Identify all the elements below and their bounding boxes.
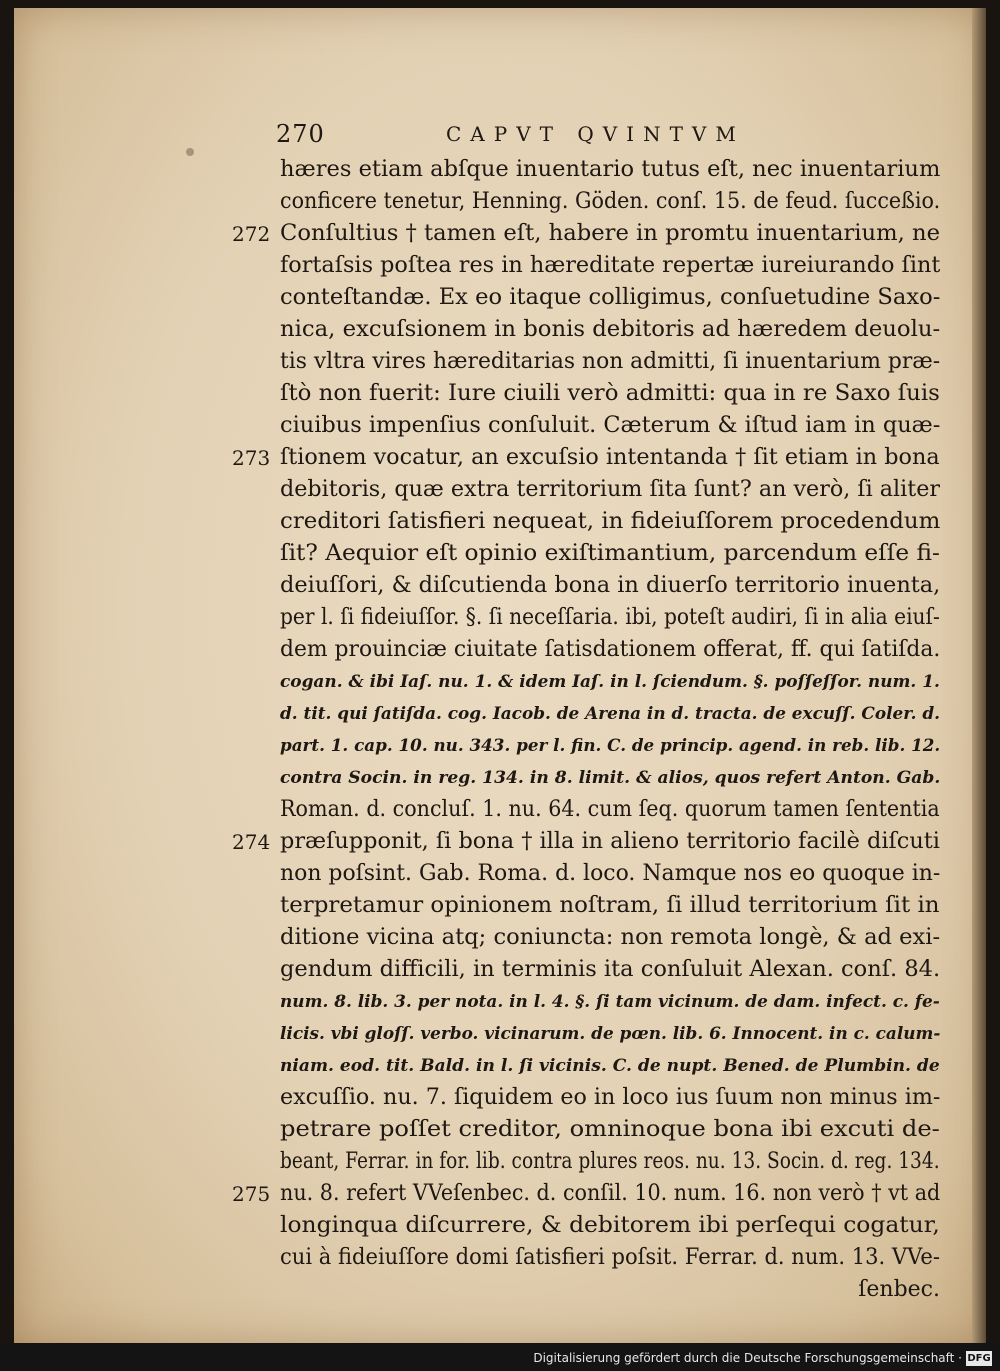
text-line — [280, 346, 940, 378]
text-line — [280, 666, 940, 698]
line-text: longinqua diſcurrere, & debitorem ibi perſequi cogatur, — [280, 1213, 940, 1238]
line-text: ciuibus impenſius conſuluit. Cæterum & iſtud iam in quæ- — [280, 413, 941, 438]
line-text: nica, excuſsionem in bonis debitoris ad hæredem deuolu- — [280, 317, 941, 342]
line-text: Roman. d. concluſ. 1. nu. 64. cum ſeq. quorum tamen ſententia — [280, 797, 940, 822]
line-text: ſtionem vocatur, an excuſsio intentanda † ſit etiam in bona — [280, 445, 940, 470]
line-text: excuſſio. nu. 7. ſiquidem eo in loco ius ſuum non minus im- — [280, 1085, 941, 1110]
text-line — [280, 1114, 940, 1146]
text-line — [280, 602, 940, 634]
line-text: non poſsint. Gab. Roma. d. loco. Namque nos eo quoque in- — [280, 861, 941, 886]
marginal-note-number: 274 — [232, 830, 271, 854]
line-text: ditione vicina atq; coniuncta: non remota longè, & ad exi- — [280, 925, 941, 950]
line-text: per l. ſi fideiuſſor. §. ſi neceſſaria. ibi, poteſt audiri, ſi in alia eiuſ- — [280, 605, 940, 630]
text-line — [280, 858, 940, 890]
line-text: hæres etiam abſque inuentario tutus eſt, nec inuentarium — [280, 157, 941, 182]
line-text: conteſtandæ. Ex eo itaque colligimus, conſuetudine Saxo- — [280, 285, 941, 310]
line-text: Conſultius † tamen eſt, habere in promtu inuentarium, ne — [280, 221, 940, 246]
line-text: petrare poſſet creditor, omninoque bona ibi excuti de- — [280, 1117, 940, 1142]
line-text: debitoris, quæ extra territorium ſita ſunt? an verò, ſi aliter — [280, 477, 940, 502]
line-text: licis. vbi gloſſ. verbo. vicinarum. de pœn. lib. 6. Innocent. in c. calum- — [280, 1024, 941, 1044]
marginal-note-number: 273 — [232, 446, 271, 470]
line-text: fortaſsis poſtea res in hæreditate repertæ iureiurando ſint — [280, 253, 941, 278]
line-text: conficere tenetur, Henning. Göden. conſ. 15. de feud. ſucceßio. — [280, 189, 941, 214]
page-number: 270 — [276, 120, 325, 148]
book-page — [14, 8, 986, 1343]
text-line — [280, 1242, 940, 1274]
line-text: cogan. & ibi Iaſ. nu. 1. & idem Iaſ. in l. ſciendum. §. poſſeſſor. num. 1. — [280, 672, 940, 692]
line-text: tis vltra vires hæreditarias non admitti, ſi inuentarium præ- — [280, 349, 941, 374]
text-line — [280, 506, 940, 538]
line-text: gendum difficili, in terminis ita conſuluit Alexan. conſ. 84. — [280, 957, 941, 982]
footer-bar — [0, 1343, 1000, 1371]
text-line — [280, 538, 940, 570]
line-text: cui à fideiuſſore domi ſatisfieri poſsit. Ferrar. d. num. 13. VVe- — [280, 1245, 940, 1270]
text-line — [280, 1274, 940, 1306]
text-line — [280, 1082, 940, 1114]
text-line — [232, 218, 940, 250]
line-text: ſtò non fuerit: Iure ciuili verò admitti: qua in re Saxo ſuis — [280, 381, 940, 406]
footer-credit: Digitalisierung gefördert durch die Deutsche Forschungsgemeinschaft · — [533, 1351, 962, 1365]
ink-spot — [186, 148, 194, 156]
text-line — [280, 378, 940, 410]
text-line — [280, 154, 940, 186]
text-line — [280, 570, 940, 602]
line-text: deiuſſori, & diſcutienda bona in diuerſo territorio inuenta, — [280, 573, 941, 598]
line-text: creditori ſatisfieri nequeat, in fideiuſſorem procedendum — [280, 509, 941, 534]
line-text: ſit? Aequior eſt opinio exiſtimantium, parcendum eſſe fi- — [280, 541, 940, 566]
text-block — [232, 154, 941, 1306]
line-text: præſupponit, ſi bona † illa in alieno territorio facilè diſcuti — [280, 829, 940, 854]
line-text: contra Socin. in reg. 134. in 8. limit. & alios, quos refert Anton. Gab. — [280, 768, 941, 788]
line-text: nu. 8. refert VVeſenbec. d. conſil. 10. num. 16. non verò † vt ad — [280, 1181, 941, 1206]
text-line — [232, 1178, 941, 1210]
line-text: dem prouinciæ ciuitate ſatisdationem offerat, ff. qui ſatiſda. — [280, 637, 941, 662]
text-line — [280, 474, 940, 506]
text-line — [280, 730, 940, 762]
text-line — [280, 762, 940, 794]
text-line — [280, 890, 940, 922]
text-line — [280, 186, 940, 218]
text-line — [280, 698, 940, 730]
text-line — [280, 410, 940, 442]
text-line — [280, 250, 940, 282]
book-spine — [972, 8, 986, 1343]
text-line — [280, 922, 940, 954]
running-head — [276, 120, 776, 154]
line-text: d. tit. qui ſatiſda. cog. Iacob. de Arena in d. tracta. de excuſſ. Coler. d. — [280, 704, 940, 724]
line-text: niam. eod. tit. Bald. in l. ſi vicinis. C. de nupt. Bened. de Plumbin. de — [280, 1056, 940, 1076]
text-line — [232, 826, 940, 858]
text-line — [280, 1210, 940, 1242]
line-text: ſenbec. — [858, 1277, 940, 1302]
text-line — [280, 282, 940, 314]
chapter-title: CAPVT QVINTVM — [446, 122, 745, 146]
text-line — [280, 1146, 940, 1178]
text-line — [280, 1050, 940, 1082]
text-line — [280, 794, 940, 826]
line-text: terpretamur opinionem noſtram, ſi illud territorium ſit in — [280, 893, 940, 918]
line-text: num. 8. lib. 3. per nota. in l. 4. §. ſi tam vicinum. de dam. infect. c. fe- — [280, 992, 940, 1012]
text-line — [280, 1018, 940, 1050]
text-line — [280, 986, 940, 1018]
marginal-note-number: 272 — [232, 222, 271, 246]
marginal-note-number: 275 — [232, 1182, 271, 1206]
dfg-logo: DFG — [967, 1353, 991, 1364]
text-line — [280, 634, 940, 666]
text-line — [232, 442, 940, 474]
text-line — [280, 954, 940, 986]
text-line — [280, 314, 940, 346]
line-text: part. 1. cap. 10. nu. 343. per l. fin. C. de princip. agend. in reb. lib. 12. — [280, 736, 941, 756]
line-text: beant, Ferrar. in for. lib. contra plures reos. nu. 13. Socin. d. reg. 134. — [280, 1149, 940, 1174]
